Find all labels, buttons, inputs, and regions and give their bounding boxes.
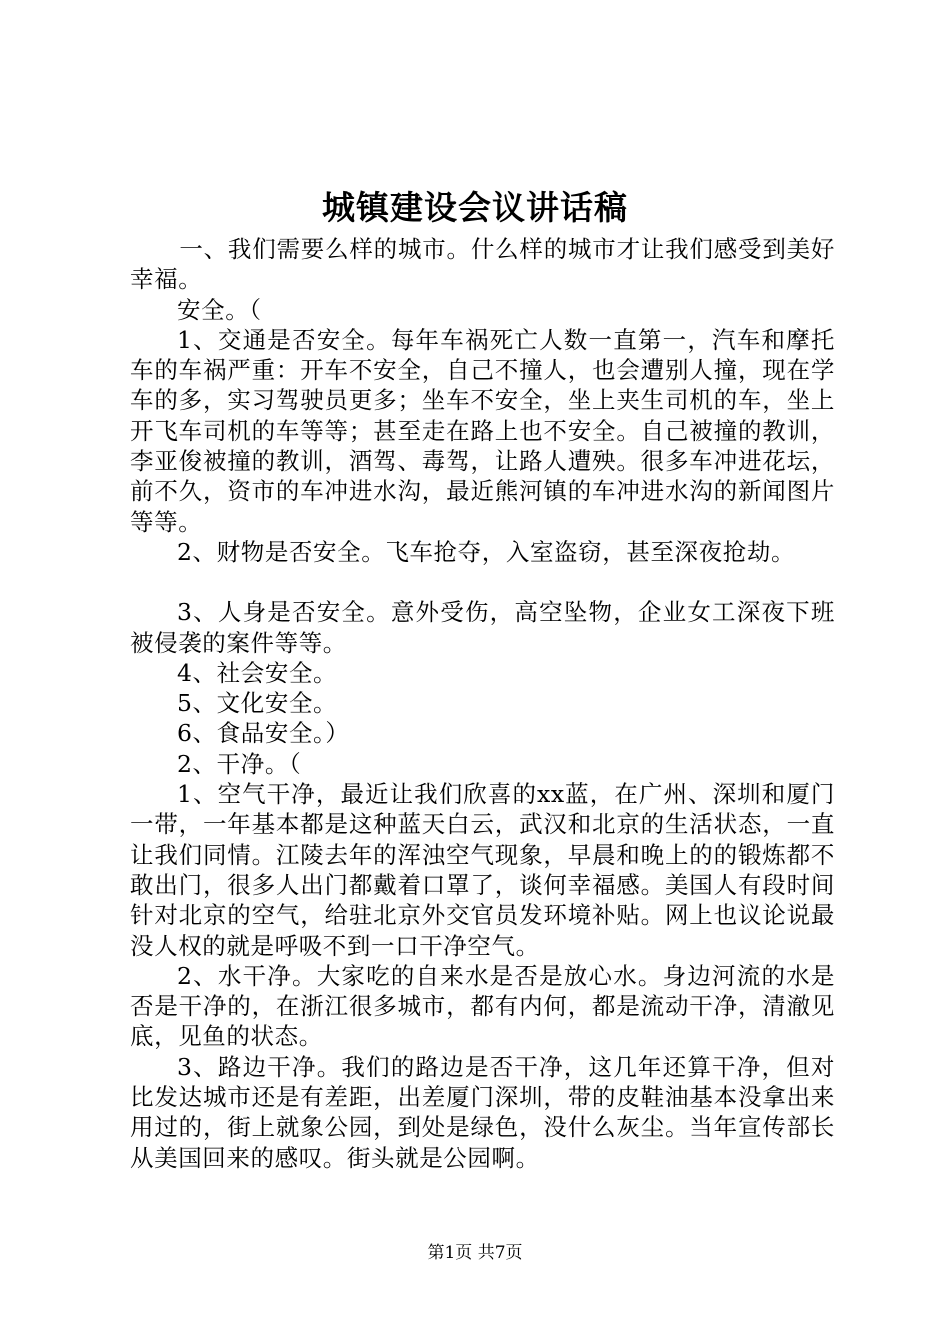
page-footer: 第1页 共7页: [427, 1243, 523, 1263]
paragraph: 2、干净。（: [177, 749, 302, 778]
paragraph: 4、社会安全。: [177, 658, 338, 687]
paragraph: 2、水干净。大家吃的自来水是否是放心水。身边河流的水是否是干净的，在浙江很多城市，都有内何，都是流动干净，清澈见底，见鱼的状态。: [130, 961, 835, 1051]
paragraph: 6、食品安全。）: [177, 719, 350, 748]
paragraph: 2、财物是否安全。飞车抢夺，入室盗窃，甚至深夜抢劫。: [177, 537, 796, 566]
paragraph: 3、路边干净。我们的路边是否干净，这几年还算干净，但对比发达城市还是有差距，出差厦门深圳，带的皮鞋油基本没拿出来用过的，街上就象公园，到处是绿色，没什么灰尘。当年宣传部长从美国回来的感叹。街头就是公园啊。: [130, 1052, 835, 1172]
paragraph: 1、交通是否安全。每年车祸死亡人数一直第一，汽车和摩托车的车祸严重：开车不安全，自己不撞人，也会遭别人撞，现在学车的多，实习驾驶员更多；坐车不安全，坐上夹生司机的车，坐上开飞车司机的车等等；甚至走在路上也不安全。自己被撞的教训，李亚俊被撞的教训，酒驾、毒驾，让路人遭殃。很多车冲进花坛，前不久，资市的车冲进水沟，最近熊河镇的车冲进水沟的新闻图片等等。: [130, 325, 835, 536]
paragraph: 5、文化安全。: [177, 689, 338, 718]
paragraph: 3、人身是否安全。意外受伤，高空坠物，企业女工深夜下班被侵袭的案件等等。: [130, 598, 835, 657]
paragraph: 一、我们需要么样的城市。什么样的城市才让我们感受到美好幸福。: [130, 235, 835, 294]
paragraph: 1、空气干净，最近让我们欣喜的xx蓝，在广州、深圳和厦门一带，一年基本都是这种蓝天白云，武汉和北京的生活状态，一直让我们同情。江陵去年的浑浊空气现象，早晨和晚上的的锻炼都不敢出门，很多人出门都戴着口罩了，谈何幸福感。美国人有段时间针对北京的空气，给驻北京外交官员发环境补贴。网上也议论说最没人权的就是呼吸不到一口干净空气。: [130, 780, 835, 960]
document-body: [130, 234, 835, 1173]
document-title: 城镇建设会议讲话稿: [322, 188, 628, 227]
paragraph: 安全。（: [177, 295, 262, 324]
